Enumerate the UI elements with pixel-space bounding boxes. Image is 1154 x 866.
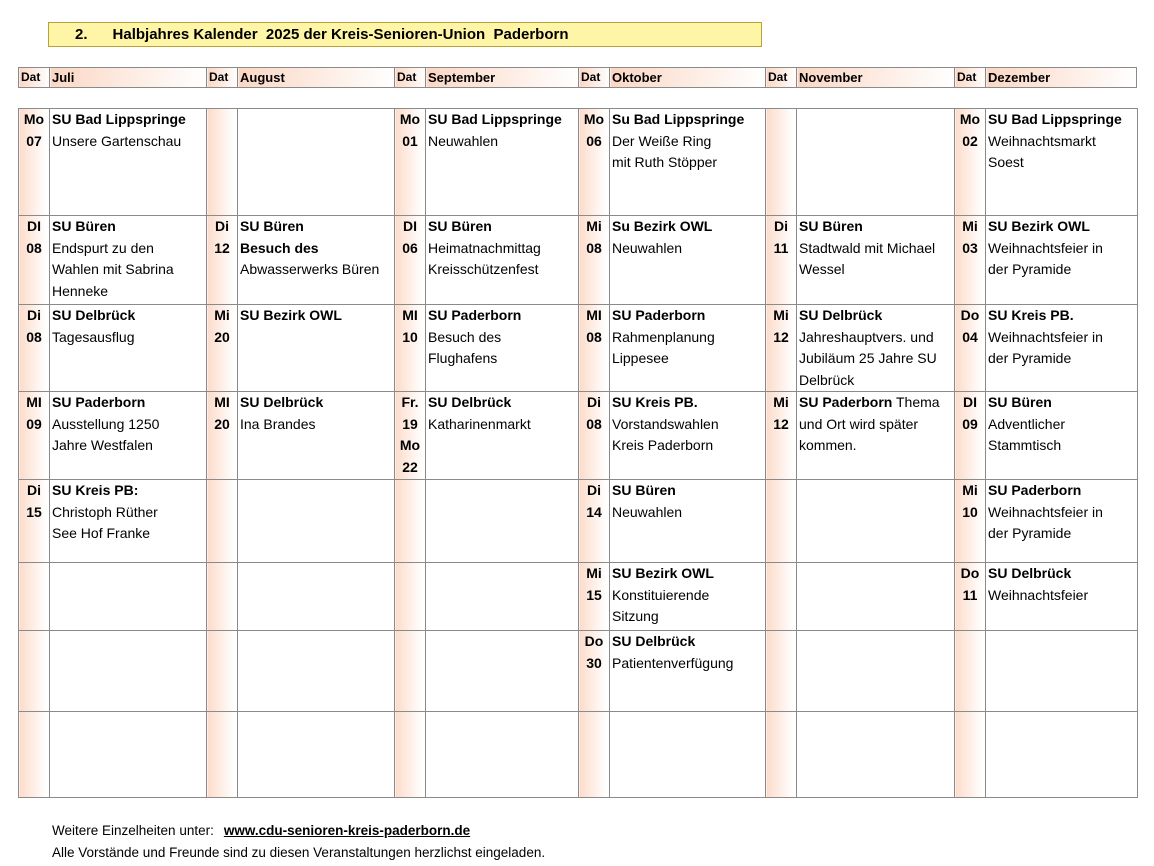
header-month-dezember: Dezember — [986, 68, 1137, 88]
header-month-november: November — [797, 68, 955, 88]
calendar-row — [19, 392, 1138, 480]
date-label: MI — [26, 394, 42, 410]
date-label: Mo — [959, 111, 981, 127]
date-label: Do — [584, 633, 604, 649]
date-label: 03 — [962, 239, 978, 256]
date-label: Do — [960, 565, 980, 581]
header-dat: Dat — [766, 68, 797, 88]
date-cell-august — [207, 563, 238, 631]
event-description: der Pyramide — [988, 261, 1072, 277]
event-description: Weihnachtsmarkt — [988, 132, 1096, 149]
date-cell-oktober — [579, 216, 610, 305]
date-cell-oktober — [579, 392, 610, 480]
event-cell-juli — [50, 480, 207, 563]
event-description: Endspurt zu den — [52, 239, 154, 256]
date-label: 09 — [26, 415, 42, 432]
footer — [52, 820, 545, 864]
date-cell-november — [766, 216, 797, 305]
event-description: Vorstandswahlen — [612, 415, 719, 432]
event-group-name: SU Delbrück — [52, 307, 136, 323]
date-label: Mi — [586, 218, 602, 234]
date-cell-august — [207, 480, 238, 563]
date-label: Di — [27, 482, 41, 498]
event-group-name: SU Bad Lippspringe — [428, 111, 562, 127]
event-description: Der Weiße Ring — [612, 132, 712, 149]
event-group-name: SU Bezirk OWL — [988, 218, 1090, 234]
event-cell-august — [238, 712, 395, 798]
header-month-juli: Juli — [50, 68, 207, 88]
event-cell-juli — [50, 109, 207, 216]
calendar-row — [19, 631, 1138, 712]
header-month-oktober: Oktober — [610, 68, 766, 88]
event-group-name: SU Büren — [240, 218, 304, 234]
date-cell-juli — [19, 392, 50, 480]
event-cell-november — [797, 109, 955, 216]
header-month-september: September — [426, 68, 579, 88]
date-label: 12 — [773, 328, 789, 345]
event-description: der Pyramide — [988, 350, 1072, 366]
date-label: 11 — [773, 239, 789, 256]
event-cell-dezember — [986, 392, 1138, 480]
event-cell-oktober — [610, 631, 766, 712]
event-description: Weihnachtsfeier — [988, 586, 1089, 603]
date-label: Do — [960, 307, 980, 323]
footer-line-1 — [52, 820, 545, 842]
date-label: Mi — [773, 394, 789, 410]
date-cell-juli — [19, 631, 50, 712]
date-cell-dezember — [955, 631, 986, 712]
date-label: 12 — [773, 415, 789, 432]
date-label: Mo — [399, 437, 421, 453]
date-cell-oktober — [579, 480, 610, 563]
event-group-name: SU Paderborn — [612, 307, 706, 323]
date-label: MI — [402, 307, 418, 323]
event-cell-august — [238, 392, 395, 480]
calendar-row — [19, 109, 1138, 216]
event-description: Weihnachtsfeier in — [988, 328, 1103, 345]
event-cell-oktober — [610, 305, 766, 392]
footer-label: Weitere Einzelheiten unter: — [52, 823, 214, 838]
date-cell-dezember — [955, 109, 986, 216]
date-cell-august — [207, 305, 238, 392]
date-label: 06 — [402, 239, 418, 256]
event-cell-september — [426, 392, 579, 480]
date-label: DI — [27, 218, 41, 234]
event-cell-juli — [50, 631, 207, 712]
date-cell-oktober — [579, 109, 610, 216]
date-cell-november — [766, 631, 797, 712]
date-label: 01 — [402, 132, 418, 149]
event-cell-oktober — [610, 480, 766, 563]
date-cell-dezember — [955, 392, 986, 480]
date-label: 08 — [26, 328, 42, 345]
date-label: 30 — [586, 654, 602, 671]
date-cell-august — [207, 712, 238, 798]
website-link[interactable]: www.cdu-senioren-kreis-paderborn.de — [223, 823, 471, 838]
event-description: Jahre Westfalen — [52, 437, 153, 453]
event-group-name: SU Büren — [612, 482, 676, 498]
event-cell-juli — [50, 305, 207, 392]
date-cell-juli — [19, 712, 50, 798]
event-cell-november — [797, 480, 955, 563]
date-cell-dezember — [955, 305, 986, 392]
event-description: Katharinenmarkt — [428, 415, 531, 432]
date-cell-oktober — [579, 712, 610, 798]
event-description: Wahlen mit Sabrina — [52, 261, 174, 277]
date-label: Mo — [399, 111, 421, 127]
date-label: 11 — [962, 586, 978, 603]
date-cell-september — [395, 392, 426, 480]
calendar-title — [48, 22, 762, 47]
event-group-name: SU Kreis PB. — [612, 394, 698, 410]
calendar-body — [19, 109, 1138, 798]
event-cell-august — [238, 216, 395, 305]
event-description: Lippesee — [612, 350, 669, 366]
event-group-name: SU Delbrück — [988, 565, 1072, 581]
event-description: mit Ruth Stöpper — [612, 154, 718, 170]
event-description: Kreis Paderborn — [612, 437, 714, 453]
event-cell-september — [426, 480, 579, 563]
date-cell-juli — [19, 480, 50, 563]
event-description: Christoph Rüther — [52, 503, 158, 520]
event-group-name: SU Kreis PB: — [52, 482, 139, 498]
event-description: Rahmenplanung — [612, 328, 715, 345]
date-cell-dezember — [955, 480, 986, 563]
event-description: Weihnachtsfeier in — [988, 239, 1103, 256]
event-cell-september — [426, 305, 579, 392]
event-description: der Pyramide — [988, 525, 1072, 541]
event-description: Soest — [988, 154, 1024, 170]
date-cell-november — [766, 305, 797, 392]
date-label: MI — [214, 394, 230, 410]
date-label: Di — [774, 218, 788, 234]
date-cell-juli — [19, 216, 50, 305]
date-cell-september — [395, 109, 426, 216]
date-cell-august — [207, 631, 238, 712]
header-dat: Dat — [19, 68, 50, 88]
event-group-name: SU Paderborn — [428, 307, 522, 323]
event-cell-august — [238, 563, 395, 631]
date-label: 14 — [586, 503, 602, 520]
date-cell-november — [766, 480, 797, 563]
footer-line-2: Alle Vorstände und Freunde sind zu diesen Veranstaltungen herzlichst eingeladen. — [52, 845, 546, 860]
date-label: 22 — [402, 458, 418, 475]
event-description: Adventlicher — [988, 415, 1066, 432]
event-group-name: SU Bad Lippspringe — [988, 111, 1122, 127]
event-cell-november — [797, 305, 955, 392]
title-text: Halbjahres Kalender 2025 der Kreis-Senioren-Union Paderborn — [112, 26, 569, 43]
event-group-name: SU Bezirk OWL — [612, 565, 714, 581]
event-description: Weihnachtsfeier in — [988, 503, 1103, 520]
date-cell-september — [395, 480, 426, 563]
event-cell-november — [797, 216, 955, 305]
event-group-name: SU Paderborn — [52, 394, 146, 410]
event-group-name: SU Delbrück — [612, 633, 696, 649]
event-cell-oktober — [610, 712, 766, 798]
event-cell-juli — [50, 392, 207, 480]
event-description: Heimatnachmittag — [428, 239, 541, 256]
event-description: Ina Brandes — [240, 415, 316, 432]
event-group-name: SU Büren — [988, 394, 1052, 410]
date-label: 08 — [586, 415, 602, 432]
event-cell-juli — [50, 563, 207, 631]
event-group-name: SU Kreis PB. — [988, 307, 1074, 323]
date-label: DI — [403, 218, 417, 234]
event-description: Henneke — [52, 282, 109, 299]
event-cell-august — [238, 631, 395, 712]
event-group-name: SU Büren — [428, 218, 492, 234]
date-label: 19 — [402, 415, 418, 432]
event-description: Ausstellung 1250 — [52, 415, 160, 432]
event-description: und Ort wird später — [799, 415, 919, 432]
event-cell-dezember — [986, 109, 1138, 216]
date-cell-august — [207, 109, 238, 216]
date-cell-juli — [19, 109, 50, 216]
event-description: Unsere Gartenschau — [52, 132, 182, 149]
event-cell-dezember — [986, 712, 1138, 798]
event-cell-november — [797, 631, 955, 712]
date-label: Mi — [962, 482, 978, 498]
header-dat: Dat — [955, 68, 986, 88]
date-label: Di — [215, 218, 229, 234]
header-row — [19, 68, 1137, 88]
event-cell-dezember — [986, 216, 1138, 305]
title-number: 2. — [75, 26, 88, 43]
date-cell-august — [207, 216, 238, 305]
date-label: 15 — [586, 586, 602, 603]
event-cell-dezember — [986, 631, 1138, 712]
date-label: Mi — [773, 307, 789, 323]
event-cell-oktober — [610, 563, 766, 631]
event-group-name: SU Delbrück — [428, 394, 512, 410]
event-cell-juli — [50, 216, 207, 305]
event-description: Neuwahlen — [612, 503, 683, 520]
calendar-row — [19, 216, 1138, 305]
date-label: 20 — [214, 328, 230, 345]
event-group-name: SU Bezirk OWL — [240, 307, 342, 323]
event-group-name: SU Paderborn Thema — [799, 394, 940, 410]
header-dat: Dat — [395, 68, 426, 88]
header-month-august: August — [238, 68, 395, 88]
date-cell-september — [395, 631, 426, 712]
event-cell-september — [426, 631, 579, 712]
event-cell-august — [238, 109, 395, 216]
calendar-row — [19, 563, 1138, 631]
date-cell-dezember — [955, 712, 986, 798]
date-cell-dezember — [955, 563, 986, 631]
date-label: Mi — [214, 307, 230, 323]
event-description: kommen. — [799, 437, 857, 453]
event-cell-november — [797, 712, 955, 798]
event-description: Stammtisch — [988, 437, 1062, 453]
event-cell-september — [426, 563, 579, 631]
date-label: 08 — [586, 239, 602, 256]
event-cell-oktober — [610, 216, 766, 305]
event-description: Neuwahlen — [428, 132, 499, 149]
event-description: Delbrück — [799, 371, 855, 388]
event-group-name: SU Delbrück — [240, 394, 324, 410]
event-description: Sitzung — [612, 608, 659, 624]
date-label: Di — [587, 482, 601, 498]
event-cell-november — [797, 563, 955, 631]
date-label: Di — [27, 307, 41, 323]
date-label: 10 — [962, 503, 978, 520]
event-group-name: Su Bad Lippspringe — [612, 111, 745, 127]
event-cell-november — [797, 392, 955, 480]
event-group-name: Su Bezirk OWL — [612, 218, 713, 234]
event-cell-august — [238, 305, 395, 392]
month-header-table — [18, 67, 1137, 88]
event-group-name: SU Büren — [799, 218, 863, 234]
event-cell-dezember — [986, 305, 1138, 392]
date-label: 02 — [962, 132, 978, 149]
event-description: Flughafens — [428, 350, 498, 366]
date-label: MI — [586, 307, 602, 323]
event-description: Patientenverfügung — [612, 654, 734, 671]
event-cell-september — [426, 109, 579, 216]
event-group-name: SU Büren — [52, 218, 116, 234]
calendar-row — [19, 712, 1138, 798]
event-cell-dezember — [986, 480, 1138, 563]
date-label: Mi — [962, 218, 978, 234]
date-label: DI — [963, 394, 977, 410]
date-label: 10 — [402, 328, 418, 345]
date-label: Mi — [586, 565, 602, 581]
date-label: 04 — [962, 328, 978, 345]
date-cell-oktober — [579, 631, 610, 712]
date-cell-august — [207, 392, 238, 480]
date-label: 08 — [586, 328, 602, 345]
header-dat: Dat — [579, 68, 610, 88]
date-cell-november — [766, 563, 797, 631]
date-label: Fr. — [401, 394, 419, 410]
date-label: 06 — [586, 132, 602, 149]
calendar-row — [19, 480, 1138, 563]
event-description: Besuch des — [240, 239, 319, 256]
event-description: Thema — [892, 394, 940, 410]
date-cell-dezember — [955, 216, 986, 305]
event-cell-oktober — [610, 109, 766, 216]
event-description: Wessel — [799, 261, 845, 277]
date-label: 07 — [26, 132, 42, 149]
event-description: Jahreshauptvers. und — [799, 328, 934, 345]
event-group-name: SU Delbrück — [799, 307, 883, 323]
event-description: Neuwahlen — [612, 239, 683, 256]
date-label: 08 — [26, 239, 42, 256]
event-cell-oktober — [610, 392, 766, 480]
date-cell-september — [395, 712, 426, 798]
date-cell-oktober — [579, 563, 610, 631]
event-description: Besuch des — [428, 328, 502, 345]
date-cell-november — [766, 392, 797, 480]
event-cell-juli — [50, 712, 207, 798]
calendar-table — [18, 108, 1138, 798]
event-description: Stadtwald mit Michael — [799, 239, 936, 256]
date-label: Di — [587, 394, 601, 410]
date-label: 20 — [214, 415, 230, 432]
event-description: Kreisschützenfest — [428, 261, 539, 277]
date-cell-september — [395, 305, 426, 392]
event-description: See Hof Franke — [52, 525, 151, 541]
date-cell-oktober — [579, 305, 610, 392]
date-cell-november — [766, 712, 797, 798]
date-label: 12 — [214, 239, 230, 256]
date-cell-september — [395, 563, 426, 631]
event-description: Jubiläum 25 Jahre SU — [799, 350, 937, 366]
event-cell-august — [238, 480, 395, 563]
date-label: Mo — [583, 111, 605, 127]
date-cell-september — [395, 216, 426, 305]
header-dat: Dat — [207, 68, 238, 88]
event-cell-september — [426, 712, 579, 798]
date-label: 15 — [26, 503, 42, 520]
date-cell-juli — [19, 305, 50, 392]
event-group-name: SU Bad Lippspringe — [52, 111, 186, 127]
date-cell-juli — [19, 563, 50, 631]
event-cell-september — [426, 216, 579, 305]
date-cell-november — [766, 109, 797, 216]
event-description: Abwasserwerks Büren — [240, 261, 380, 277]
calendar-row — [19, 305, 1138, 392]
event-cell-dezember — [986, 563, 1138, 631]
event-description: Tagesausflug — [52, 328, 135, 345]
event-group-name: SU Paderborn — [988, 482, 1082, 498]
date-label: 09 — [962, 415, 978, 432]
date-label: Mo — [23, 111, 45, 127]
event-description: Konstituierende — [612, 586, 710, 603]
